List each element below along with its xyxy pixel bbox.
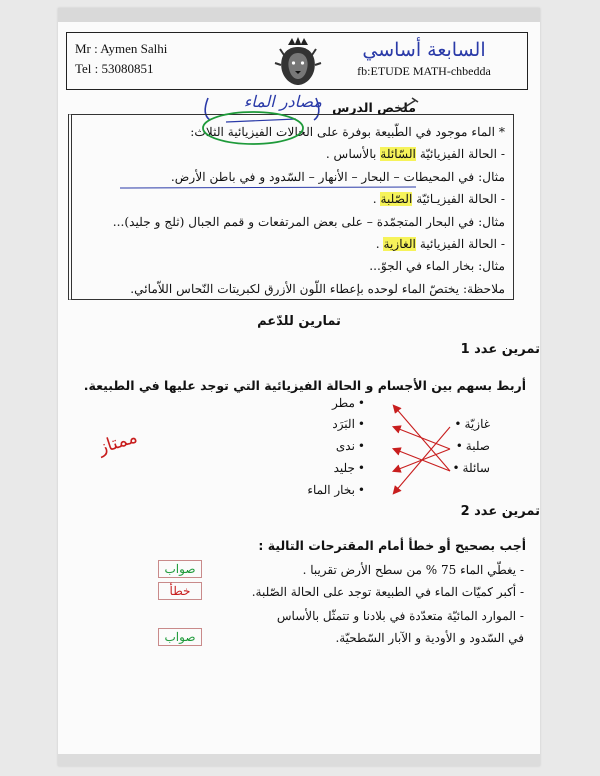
body-item-dew: • ندى xyxy=(336,439,368,453)
matching-arrows xyxy=(58,8,540,766)
matching-arrow-2 xyxy=(394,427,450,449)
highlight-solid: الصّلبة xyxy=(380,192,413,207)
support-exercises-title: تمارين للدّعم xyxy=(257,314,341,329)
summary-line-7: مثال: بخار الماء في الجوّ... xyxy=(369,259,505,274)
handwritten-topic: مصادر الماء xyxy=(243,92,322,111)
body-item-ice: • جليد xyxy=(334,461,368,475)
matching-arrow-5 xyxy=(394,427,450,493)
worksheet-page xyxy=(58,8,540,766)
highlight-gas: الغازية xyxy=(383,237,416,252)
grade-title: السابعة أساسي xyxy=(362,39,486,61)
summary-line-6: - الحالة الفيزيائية الغازية . xyxy=(375,237,505,252)
exercise-2-title: تمرين عدد 2 xyxy=(460,504,540,519)
answer-box-2[interactable]: خطأ xyxy=(158,582,202,600)
summary-line-4: - الحالة الفيزيـائيّة الصّلبة . xyxy=(372,192,505,207)
teacher-name: Mr : Aymen Salhi xyxy=(75,41,168,56)
page-bottom-edge xyxy=(58,754,540,766)
body-item-vapor: • بخار الماء xyxy=(307,483,368,497)
body-item-hail: • البَرَد xyxy=(332,417,368,431)
body-item-rain: • مطر xyxy=(332,396,368,410)
teacher-tel: Tel : 53080851 xyxy=(75,61,154,76)
facebook-page: fb:ETUDE MATH-chbedda xyxy=(357,64,491,78)
state-item-gas: غازيّة• xyxy=(451,417,490,431)
summary-line-1: * الماء موجود في الطّبيعة بوفرة على الحالات الفيزيائية الثلاث: xyxy=(190,125,505,139)
summary-line-2: - الحالة الفيزيائيّة السّائلة بالأساس . xyxy=(325,147,505,162)
summary-line-8: ملاحظة: يختصّ الماء لوحده بإعطاء اللّون الأزرق لكبريتات النّحاس اللاّمائي. xyxy=(130,281,505,296)
statement-3-continued: في السّدود و الأودية و الآبار السّطحيّة. xyxy=(335,631,524,645)
answer-box-3[interactable]: صواب xyxy=(158,628,202,646)
summary-line-3: مثال: في المحيطات – البحار – الأنهار – السّدود و في باطن الأرض. xyxy=(170,169,505,184)
highlight-liquid: السّائلة xyxy=(380,147,416,162)
exercise-2-instruction: أجب بصحيح أو خطأ أمام المقترحات التالية : xyxy=(258,538,526,553)
statement-2: - أكبر كميّات الماء في الطبيعة توجد على الحالة الصّلبة. xyxy=(251,585,524,599)
exercise-1-title: تمرين عدد 1 xyxy=(460,342,540,357)
summary-line-5: مثال: في البحار المتجمّدة – على بعض المرتفعات و قمم الجبال (ثلج و جليد)... xyxy=(112,214,505,229)
statement-3: - الموارد المائيّة متعدّدة في بلادنا و تتمثّل بالأساس xyxy=(276,609,524,623)
state-item-solid: صلبة• xyxy=(453,439,490,453)
exercise-1-instruction: أربط بسهم بين الأجسام و الحالة الفيزيائية التي توجد عليها في الطبيعة. xyxy=(83,378,526,393)
answer-box-1[interactable]: صواب xyxy=(158,560,202,578)
statement-1: - يغطّي الماء 75 % من سطح الأرض تقريبا . xyxy=(302,563,524,577)
lesson-label: ملخص الدرس xyxy=(332,100,416,115)
state-item-liquid: سائلة• xyxy=(449,461,490,475)
margin-note-excellent: ممتاز xyxy=(95,426,140,459)
